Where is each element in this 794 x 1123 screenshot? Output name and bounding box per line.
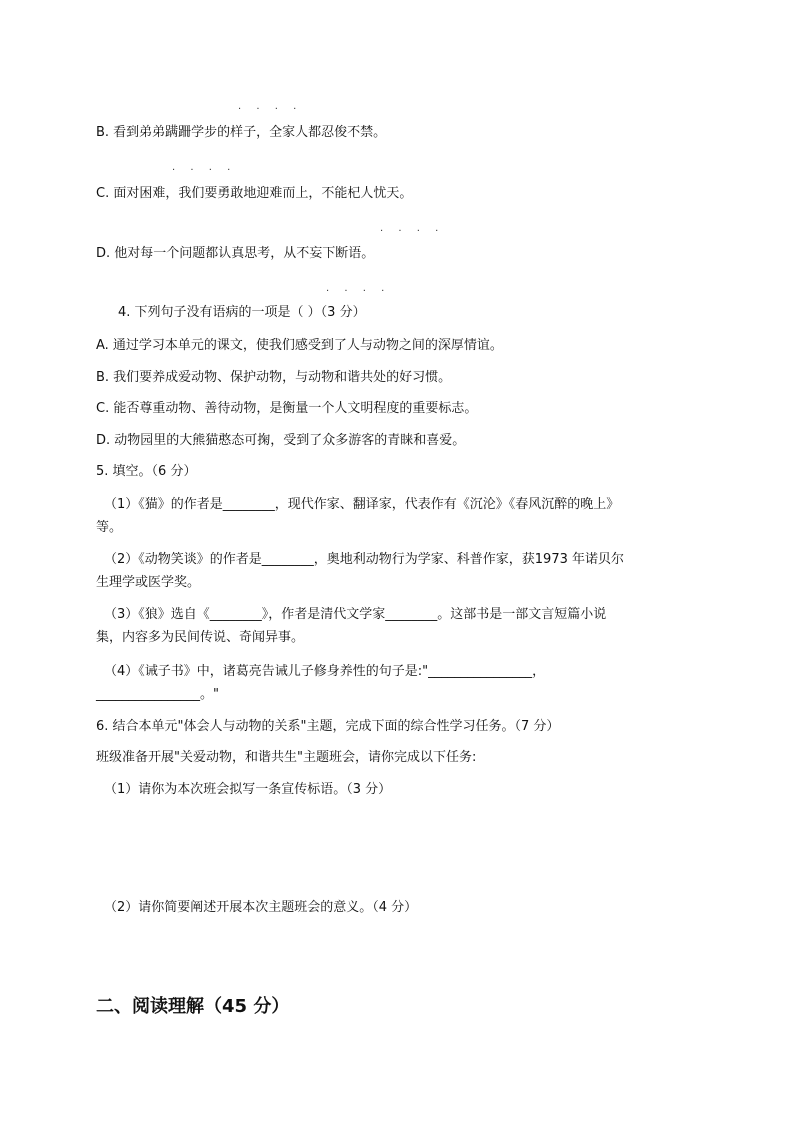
q6-task-1: （1）请你为本次班会拟写一条宣传标语。（3 分） [104, 782, 392, 797]
q5-item-2: （2）《动物笑谈》的作者是________，奥地利动物行为学家、科普作家，获1973 年诺贝尔 [104, 552, 624, 567]
q5-item-3: （3）《狼》选自《________》，作者是清代文学家________。这部书是一部文言短篇小说 [104, 607, 607, 622]
q5-item-1-cont: 等。 [96, 520, 123, 535]
q5-item-1: （1）《猫》的作者是________，现代作家、翻译家，代表作有《沉沦》《春风沉醉的晚上》 [104, 497, 620, 512]
q5-stem: 5. 填空。（6 分） [96, 464, 197, 479]
q6-intro: 班级准备开展"关爱动物，和谐共生"主题班会，请你完成以下任务: [96, 750, 477, 765]
q5-item-3-cont: 集，内容多为民间传说、奇闻异事。 [96, 630, 305, 645]
emphasis-dots: . . . . [326, 283, 391, 294]
q4-option-d: D. 动物园里的大熊猫憨态可掬，受到了众多游客的青睐和喜爱。 [96, 433, 466, 448]
q4-option-a: A. 通过学习本单元的课文，使我们感受到了人与动物之间的深厚情谊。 [96, 338, 503, 353]
q3-option-d: D. 他对每一个问题都认真思考，从不妄下断语。 [96, 246, 375, 261]
q4-option-b: B. 我们要养成爱动物、保护动物，与动物和谐共处的好习惯。 [96, 370, 452, 385]
q4-option-c: C. 能否尊重动物、善待动物，是衡量一个人文明程度的重要标志。 [96, 401, 478, 416]
emphasis-dots: . . . . [172, 162, 237, 173]
q6-stem: 6. 结合本单元"体会人与动物的关系"主题，完成下面的综合性学习任务。（7 分） [96, 719, 560, 734]
q5-item-2-cont: 生理学或医学奖。 [96, 575, 201, 590]
q5-item-4-cont: ________________。" [96, 687, 219, 702]
q3-option-c: C. 面对困难，我们要勇敢地迎难而上，不能杞人忧天。 [96, 186, 413, 201]
q5-item-4: （4）《诫子书》中，诸葛亮告诫儿子修身养性的句子是:"________________， [104, 664, 546, 679]
emphasis-dots: . . . . [380, 223, 445, 234]
q4-stem: 4. 下列句子没有语病的一项是（ ）（3 分） [118, 305, 366, 320]
section-heading: 二、阅读理解（45 分） [96, 996, 290, 1017]
q3-option-b: B. 看到弟弟蹒跚学步的样子，全家人都忍俊不禁。 [96, 125, 387, 140]
q6-task-2: （2）请你简要阐述开展本次主题班会的意义。（4 分） [104, 900, 418, 915]
emphasis-dots: . . . . [238, 101, 303, 112]
